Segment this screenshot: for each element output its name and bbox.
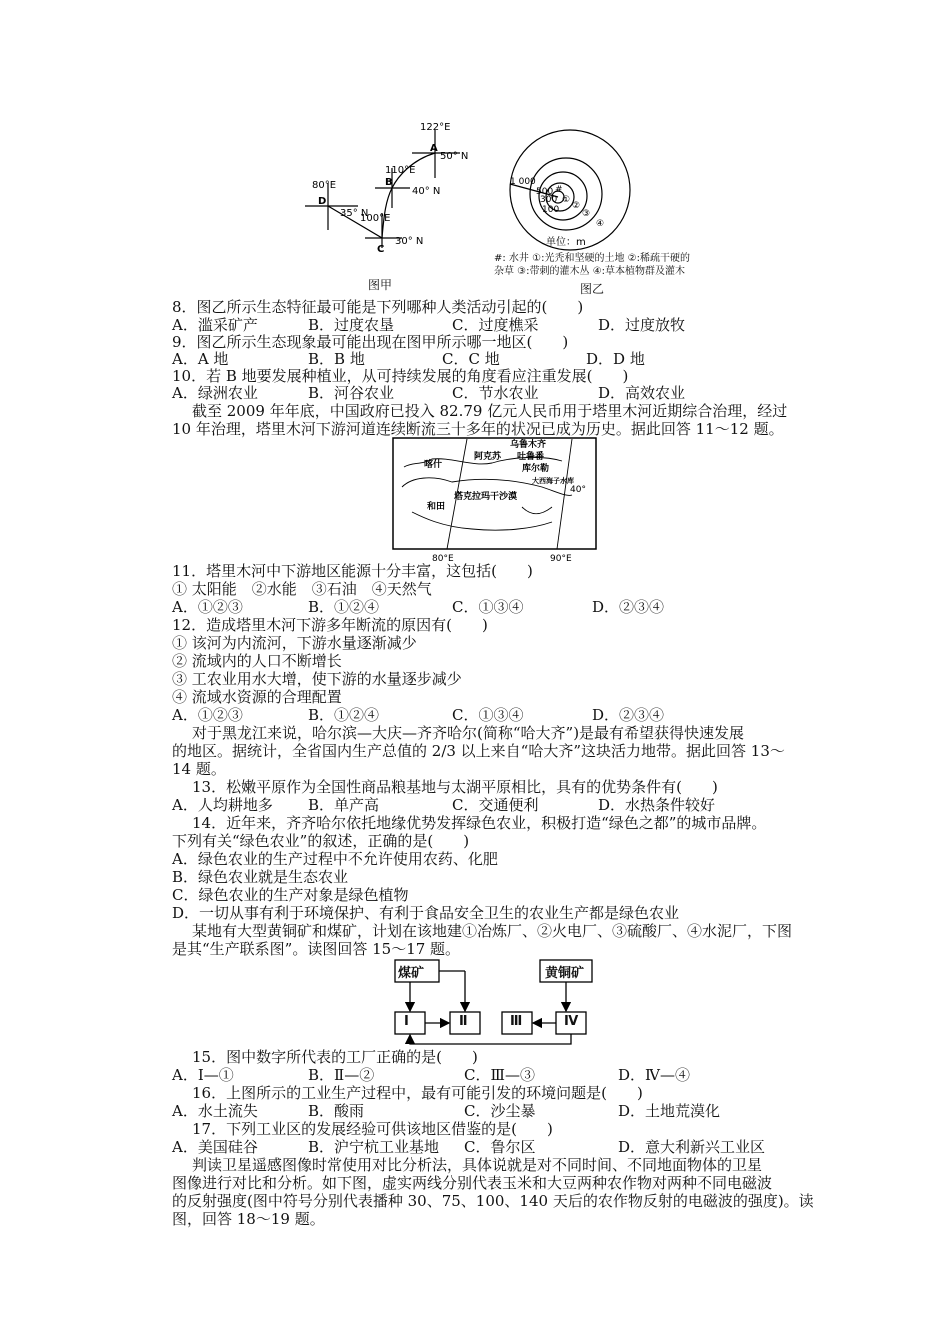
q10-stem: 10．若 B 地要发展种植业，从可持续发展的角度看应注重发展( ) [172, 367, 629, 385]
q16-opt-b[interactable]: B．酸雨 [308, 1102, 365, 1120]
unit-label: 单位：m [546, 237, 586, 248]
q9-stem: 9．图乙所示生态现象最可能出现在图甲所示哪一地区( ) [172, 333, 569, 351]
q8-opt-c[interactable]: C．过度樵采 [452, 316, 539, 334]
q13-opt-a[interactable]: A．人均耕地多 [172, 796, 273, 814]
q12-item-1: ① 该河为内流河，下游水量逐渐减少 [172, 634, 417, 652]
fig-yi-label-8: 300 [540, 195, 558, 205]
q13-stem: 13．松嫩平原作为全国性商品粮基地与太湖平原相比，具有的优势条件有( ) [192, 778, 718, 796]
intro11-line2: 10 年治理，塔里木河下游河道连续断流三十多年的状况已成为历史。据此回答 11～12 题。 [172, 420, 784, 438]
intro18-line3: 的反射强度(图中符号分别代表播种 30、75、100、140 天后的农作物反射的电磁波的强度)。读 [172, 1192, 814, 1210]
q14-stem-2: 下列有关“绿色农业”的叙述，正确的是( ) [172, 832, 470, 850]
place-taklimakan: 塔克拉玛干沙漠 [454, 492, 518, 502]
q10-opt-b[interactable]: B．河谷农业 [308, 384, 395, 402]
q15-opt-d[interactable]: D．Ⅳ—④ [618, 1066, 691, 1084]
intro13-line1: 对于黑龙江来说，哈尔滨—大庆—齐齐哈尔(简称“哈大齐”)是最有希望获得快速发展 [192, 724, 745, 742]
q9-opt-a[interactable]: A．A 地 [172, 350, 229, 368]
fig-jia-label-6: 100°E [360, 213, 391, 224]
q9-opt-d[interactable]: D．D 地 [586, 350, 645, 368]
q12-opt-a[interactable]: A．①②③ [172, 706, 243, 724]
q14-opt-c[interactable]: C．绿色农业的生产对象是绿色植物 [172, 886, 409, 904]
q17-opt-b[interactable]: B．沪宁杭工业基地 [308, 1138, 440, 1156]
intro11-line1: 截至 2009 年年底，中国政府已投入 82.79 亿元人民币用于塔里木河近期综合治理，经过 [192, 402, 788, 420]
q15-opt-c[interactable]: C．Ⅲ—③ [464, 1066, 535, 1084]
q9-opt-b[interactable]: B．B 地 [308, 350, 365, 368]
intro18-line4: 图，回答 18～19 题。 [172, 1210, 325, 1228]
q10-opt-a[interactable]: A．绿洲农业 [172, 384, 258, 402]
zone-3-label: ③ [582, 209, 591, 219]
q12-item-2: ② 流域内的人口不断增长 [172, 652, 342, 670]
coal-mine-box: 煤矿 [398, 966, 425, 981]
q8-opt-d[interactable]: D．过度放牧 [598, 316, 686, 334]
lon-90e: 90°E [550, 554, 572, 562]
fig-jia-label-0: 122°E [420, 122, 451, 133]
q12-stem: 12．造成塔里木河下游多年断流的原因有( ) [172, 616, 488, 634]
point-c: C [377, 244, 385, 255]
fig-jia-label-1: 50° N [440, 151, 469, 162]
zone-2-label: ② [572, 201, 581, 211]
intro15-line2: 是其“生产联系图”。读图回答 15～17 题。 [172, 940, 461, 958]
fig-jia-label-4: 80°E [312, 180, 337, 191]
intro13-line2: 的地区。据统计，全省国内生产总值的 2/3 以上来自“哈大齐”这块活力地带。据此回答 13～ [172, 742, 785, 760]
factory-box-3: Ⅲ [510, 1014, 523, 1029]
fig-yi-label-9: 100 [542, 205, 560, 215]
q11-opt-d[interactable]: D．②③④ [592, 598, 665, 616]
factory-box-4: Ⅳ [564, 1014, 579, 1029]
q15-opt-b[interactable]: B．Ⅱ—② [308, 1066, 375, 1084]
q8-opt-b[interactable]: B．过度农垦 [308, 316, 395, 334]
factory-box-2: Ⅱ [459, 1014, 468, 1029]
figure-jia [300, 118, 500, 293]
q15-opt-a[interactable]: A．Ⅰ—① [172, 1066, 234, 1084]
fig-yi-legend-2: 杂草 ③:带刺的灌木丛 ④:草本植物群及灌木 [494, 266, 686, 277]
intro13-line3: 14 题。 [172, 760, 226, 778]
intro18-line1: 判读卫星遥感图像时常使用对比分析法，具体说就是对不同时间、不同地面物体的卫星 [192, 1156, 763, 1174]
q11-opt-c[interactable]: C．①③④ [452, 598, 524, 616]
copper-mine-box: 黄铜矿 [545, 966, 585, 981]
q14-stem-1: 14．近年来，齐齐哈尔依托地缘优势发挥绿色农业，积极打造“绿色之都”的城市品牌。 [192, 814, 767, 832]
q14-opt-d[interactable]: D．一切从事有利于环境保护、有利于食品安全卫生的农业生产都是绿色农业 [172, 904, 680, 922]
q11-opt-a[interactable]: A．①②③ [172, 598, 243, 616]
q10-opt-d[interactable]: D．高效农业 [598, 384, 686, 402]
q17-stem: 17．下列工业区的发展经验可供该地区借鉴的是( ) [192, 1120, 553, 1138]
q12-opt-b[interactable]: B．①②④ [308, 706, 380, 724]
point-d: D [318, 196, 327, 207]
place-urumqi: 乌鲁木齐 [510, 440, 547, 450]
q16-opt-d[interactable]: D．土地荒漠化 [618, 1102, 721, 1120]
q8-opt-a[interactable]: A．滥采矿产 [172, 316, 258, 334]
place-daxihaizi: 大西海子水库 [532, 477, 574, 485]
intro18-line2: 图像进行对比和分析。如下图，虚实两线分别代表玉米和大豆两种农作物对两种不同电磁波 [172, 1174, 773, 1192]
fig-jia-label-3: 40° N [412, 186, 441, 197]
fig-yi-label-0: 1 000 [510, 177, 536, 187]
fig-jia-label-5: 35° N [340, 208, 369, 219]
zone-1-label: ① [562, 195, 571, 205]
tarim-map [392, 437, 598, 562]
lon-80e: 80°E [432, 554, 454, 562]
q15-stem: 15．图中数字所代表的工厂正确的是( ) [192, 1048, 478, 1066]
q11-stem: 11．塔里木河中下游地区能源十分丰富，这包括( ) [172, 562, 533, 580]
q17-opt-c[interactable]: C．鲁尔区 [464, 1138, 536, 1156]
q12-item-4: ④ 流域水资源的合理配置 [172, 688, 342, 706]
fig-jia-label-2: 110°E [385, 165, 416, 176]
q13-opt-c[interactable]: C．交通便利 [452, 796, 539, 814]
q16-opt-a[interactable]: A．水土流失 [172, 1102, 258, 1120]
point-b: B [385, 177, 393, 188]
q11-items: ① 太阳能 ②水能 ③石油 ④天然气 [172, 580, 432, 598]
q16-opt-c[interactable]: C．沙尘暴 [464, 1102, 536, 1120]
q8-stem: 8．图乙所示生态特征最可能是下列哪种人类活动引起的( ) [172, 298, 584, 316]
fig-yi-label-1: 500 [536, 187, 554, 197]
point-a: A [430, 143, 438, 154]
place-korla: 库尔勒 [522, 464, 550, 474]
q9-opt-c[interactable]: C．C 地 [442, 350, 500, 368]
q14-opt-b[interactable]: B．绿色农业就是生态农业 [172, 868, 349, 886]
zone-4-label: ④ [596, 219, 605, 229]
fig-jia-label-7: 30° N [395, 236, 424, 247]
fig-yi-caption: 图乙 [580, 282, 605, 296]
q13-opt-b[interactable]: B．单产高 [308, 796, 380, 814]
lat-40: 40° [570, 485, 586, 495]
q12-opt-d[interactable]: D．②③④ [592, 706, 665, 724]
q11-opt-b[interactable]: B．①②④ [308, 598, 380, 616]
figure-yi [500, 122, 690, 272]
q13-opt-d[interactable]: D．水热条件较好 [598, 796, 716, 814]
place-hotan: 和田 [427, 502, 446, 512]
fig-yi-legend-1: #: 水井 ①:光秃和坚硬的土地 ②:稀疏干硬的 [494, 253, 690, 264]
q12-item-3: ③ 工农业用水大增，使下游的水量逐步减少 [172, 670, 462, 688]
q17-opt-a[interactable]: A．美国硅谷 [172, 1138, 258, 1156]
q17-opt-d[interactable]: D．意大利新兴工业区 [618, 1138, 766, 1156]
well-symbol: # [555, 185, 563, 195]
q14-opt-a[interactable]: A．绿色农业的生产过程中不允许使用农药、化肥 [172, 850, 498, 868]
place-turpan: 吐鲁番 [517, 452, 545, 462]
factory-box-1: Ⅰ [404, 1014, 409, 1029]
q10-opt-c[interactable]: C．节水农业 [452, 384, 539, 402]
q16-stem: 16．上图所示的工业生产过程中，最有可能引发的环境问题是( ) [192, 1084, 643, 1102]
intro15-line1: 某地有大型黄铜矿和煤矿，计划在该地建①冶炼厂、②火电厂、③硫酸厂、④水泥厂，下图 [192, 922, 793, 940]
fig-jia-caption: 图甲 [368, 278, 393, 292]
q12-opt-c[interactable]: C．①③④ [452, 706, 524, 724]
place-aksu: 阿克苏 [474, 452, 502, 462]
place-kashgar: 喀什 [424, 460, 443, 470]
